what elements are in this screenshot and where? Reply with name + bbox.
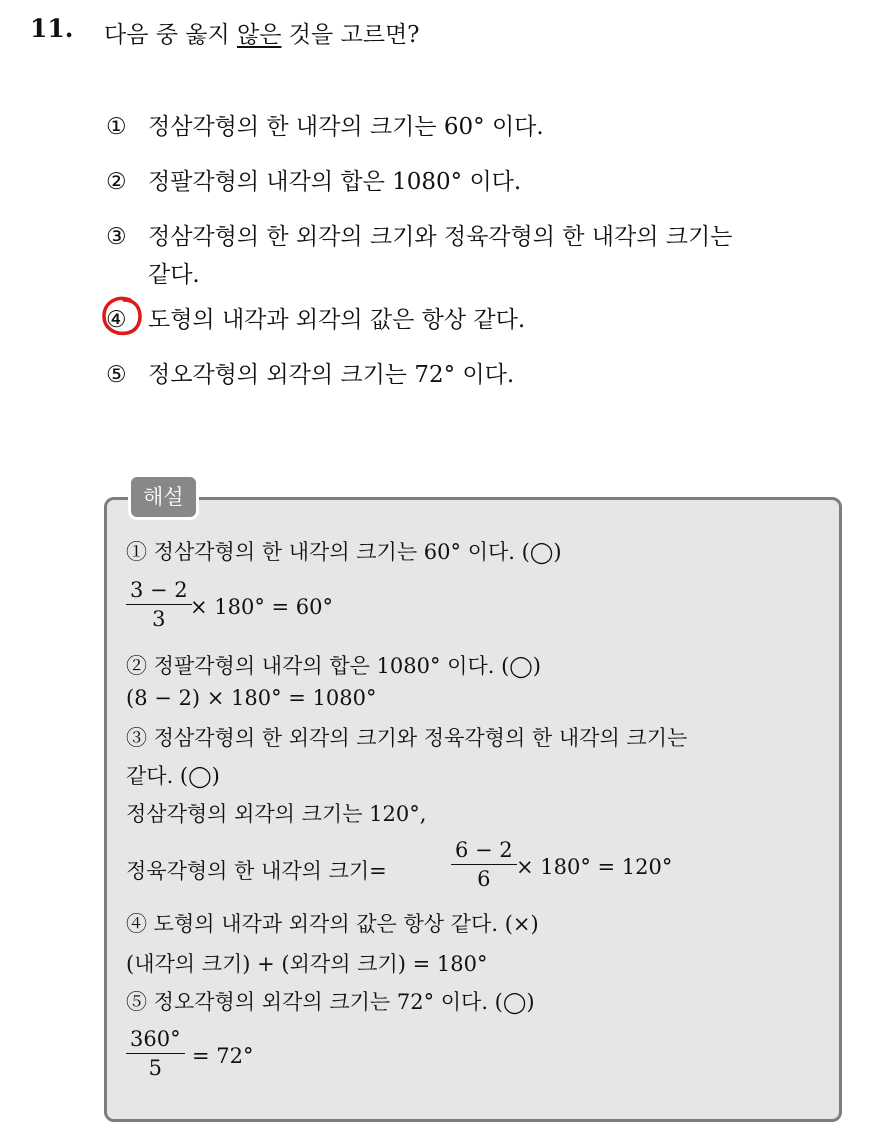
fraction-2-result: × 180° = 120° bbox=[516, 855, 673, 879]
fraction-1-result: × 180° = 60° bbox=[190, 595, 334, 619]
explanation-line-10: ⑤ 정오각형의 외각의 크기는 72° 이다. (◯) bbox=[126, 990, 535, 1014]
explanation-line-5: 같다. (◯) bbox=[126, 764, 220, 788]
fraction-2-numerator: 6 − 2 bbox=[451, 838, 517, 865]
choice-2[interactable] bbox=[106, 163, 826, 201]
fraction-3 bbox=[126, 1027, 185, 1080]
choice-3[interactable] bbox=[106, 218, 826, 294]
explanation-line-1: ① 정삼각형의 한 내각의 크기는 60° 이다. (◯) bbox=[126, 540, 562, 564]
fraction-1 bbox=[126, 578, 192, 631]
choice-4-text: 도형의 내각과 외각의 값은 항상 같다. bbox=[148, 307, 526, 333]
question-underlined-word: 않은 bbox=[237, 22, 282, 48]
choice-1-text: 정삼각형의 한 내각의 크기는 60° 이다. bbox=[148, 114, 544, 140]
fraction-2 bbox=[451, 838, 517, 891]
fraction-3-denominator: 5 bbox=[148, 1056, 162, 1080]
question-number: 11. bbox=[30, 14, 74, 43]
fraction-3-result: = 72° bbox=[192, 1044, 254, 1068]
fraction-1-numerator: 3 − 2 bbox=[126, 578, 192, 605]
explanation-line-9: (내각의 크기) + (외각의 크기) = 180° bbox=[126, 952, 488, 976]
question-text-after: 것을 고르면? bbox=[281, 22, 420, 48]
choice-3-mark: ③ bbox=[106, 224, 127, 250]
question-text-before: 다음 중 옳지 bbox=[104, 22, 238, 48]
choice-4[interactable] bbox=[106, 301, 826, 339]
choice-1-mark: ① bbox=[106, 114, 127, 140]
fraction-2-denominator: 6 bbox=[477, 867, 491, 891]
answer-circle-mark bbox=[100, 294, 144, 338]
choice-3-text: 정삼각형의 한 외각의 크기와 정육각형의 한 내각의 크기는 bbox=[148, 224, 733, 250]
explanation-line-6: 정삼각형의 외각의 크기는 120°, bbox=[126, 802, 427, 826]
choice-2-mark: ② bbox=[106, 169, 127, 195]
explanation-line-8: ④ 도형의 내각과 외각의 값은 항상 같다. (×) bbox=[126, 912, 539, 936]
choice-5-text: 정오각형의 외각의 크기는 72° 이다. bbox=[148, 362, 515, 388]
fraction-1-denominator: 3 bbox=[152, 607, 166, 631]
explanation-line-3: (8 − 2) × 180° = 1080° bbox=[126, 686, 377, 710]
choice-4-mark: ④ bbox=[106, 307, 127, 333]
explanation-line-2: ② 정팔각형의 내각의 합은 1080° 이다. (◯) bbox=[126, 654, 541, 678]
choice-5-mark: ⑤ bbox=[106, 362, 127, 388]
choice-5[interactable] bbox=[106, 356, 826, 394]
explanation-tag: 해설 bbox=[128, 474, 199, 520]
fraction-3-numerator: 360° bbox=[126, 1027, 185, 1054]
explanation-line-7: 정육각형의 한 내각의 크기= bbox=[126, 859, 387, 883]
choice-1[interactable] bbox=[106, 108, 826, 146]
choice-3-text-cont: 같다. bbox=[148, 262, 200, 288]
explanation-line-4: ③ 정삼각형의 한 외각의 크기와 정육각형의 한 내각의 크기는 bbox=[126, 726, 688, 750]
question-text bbox=[104, 16, 420, 49]
choice-2-text: 정팔각형의 내각의 합은 1080° 이다. bbox=[148, 169, 522, 195]
